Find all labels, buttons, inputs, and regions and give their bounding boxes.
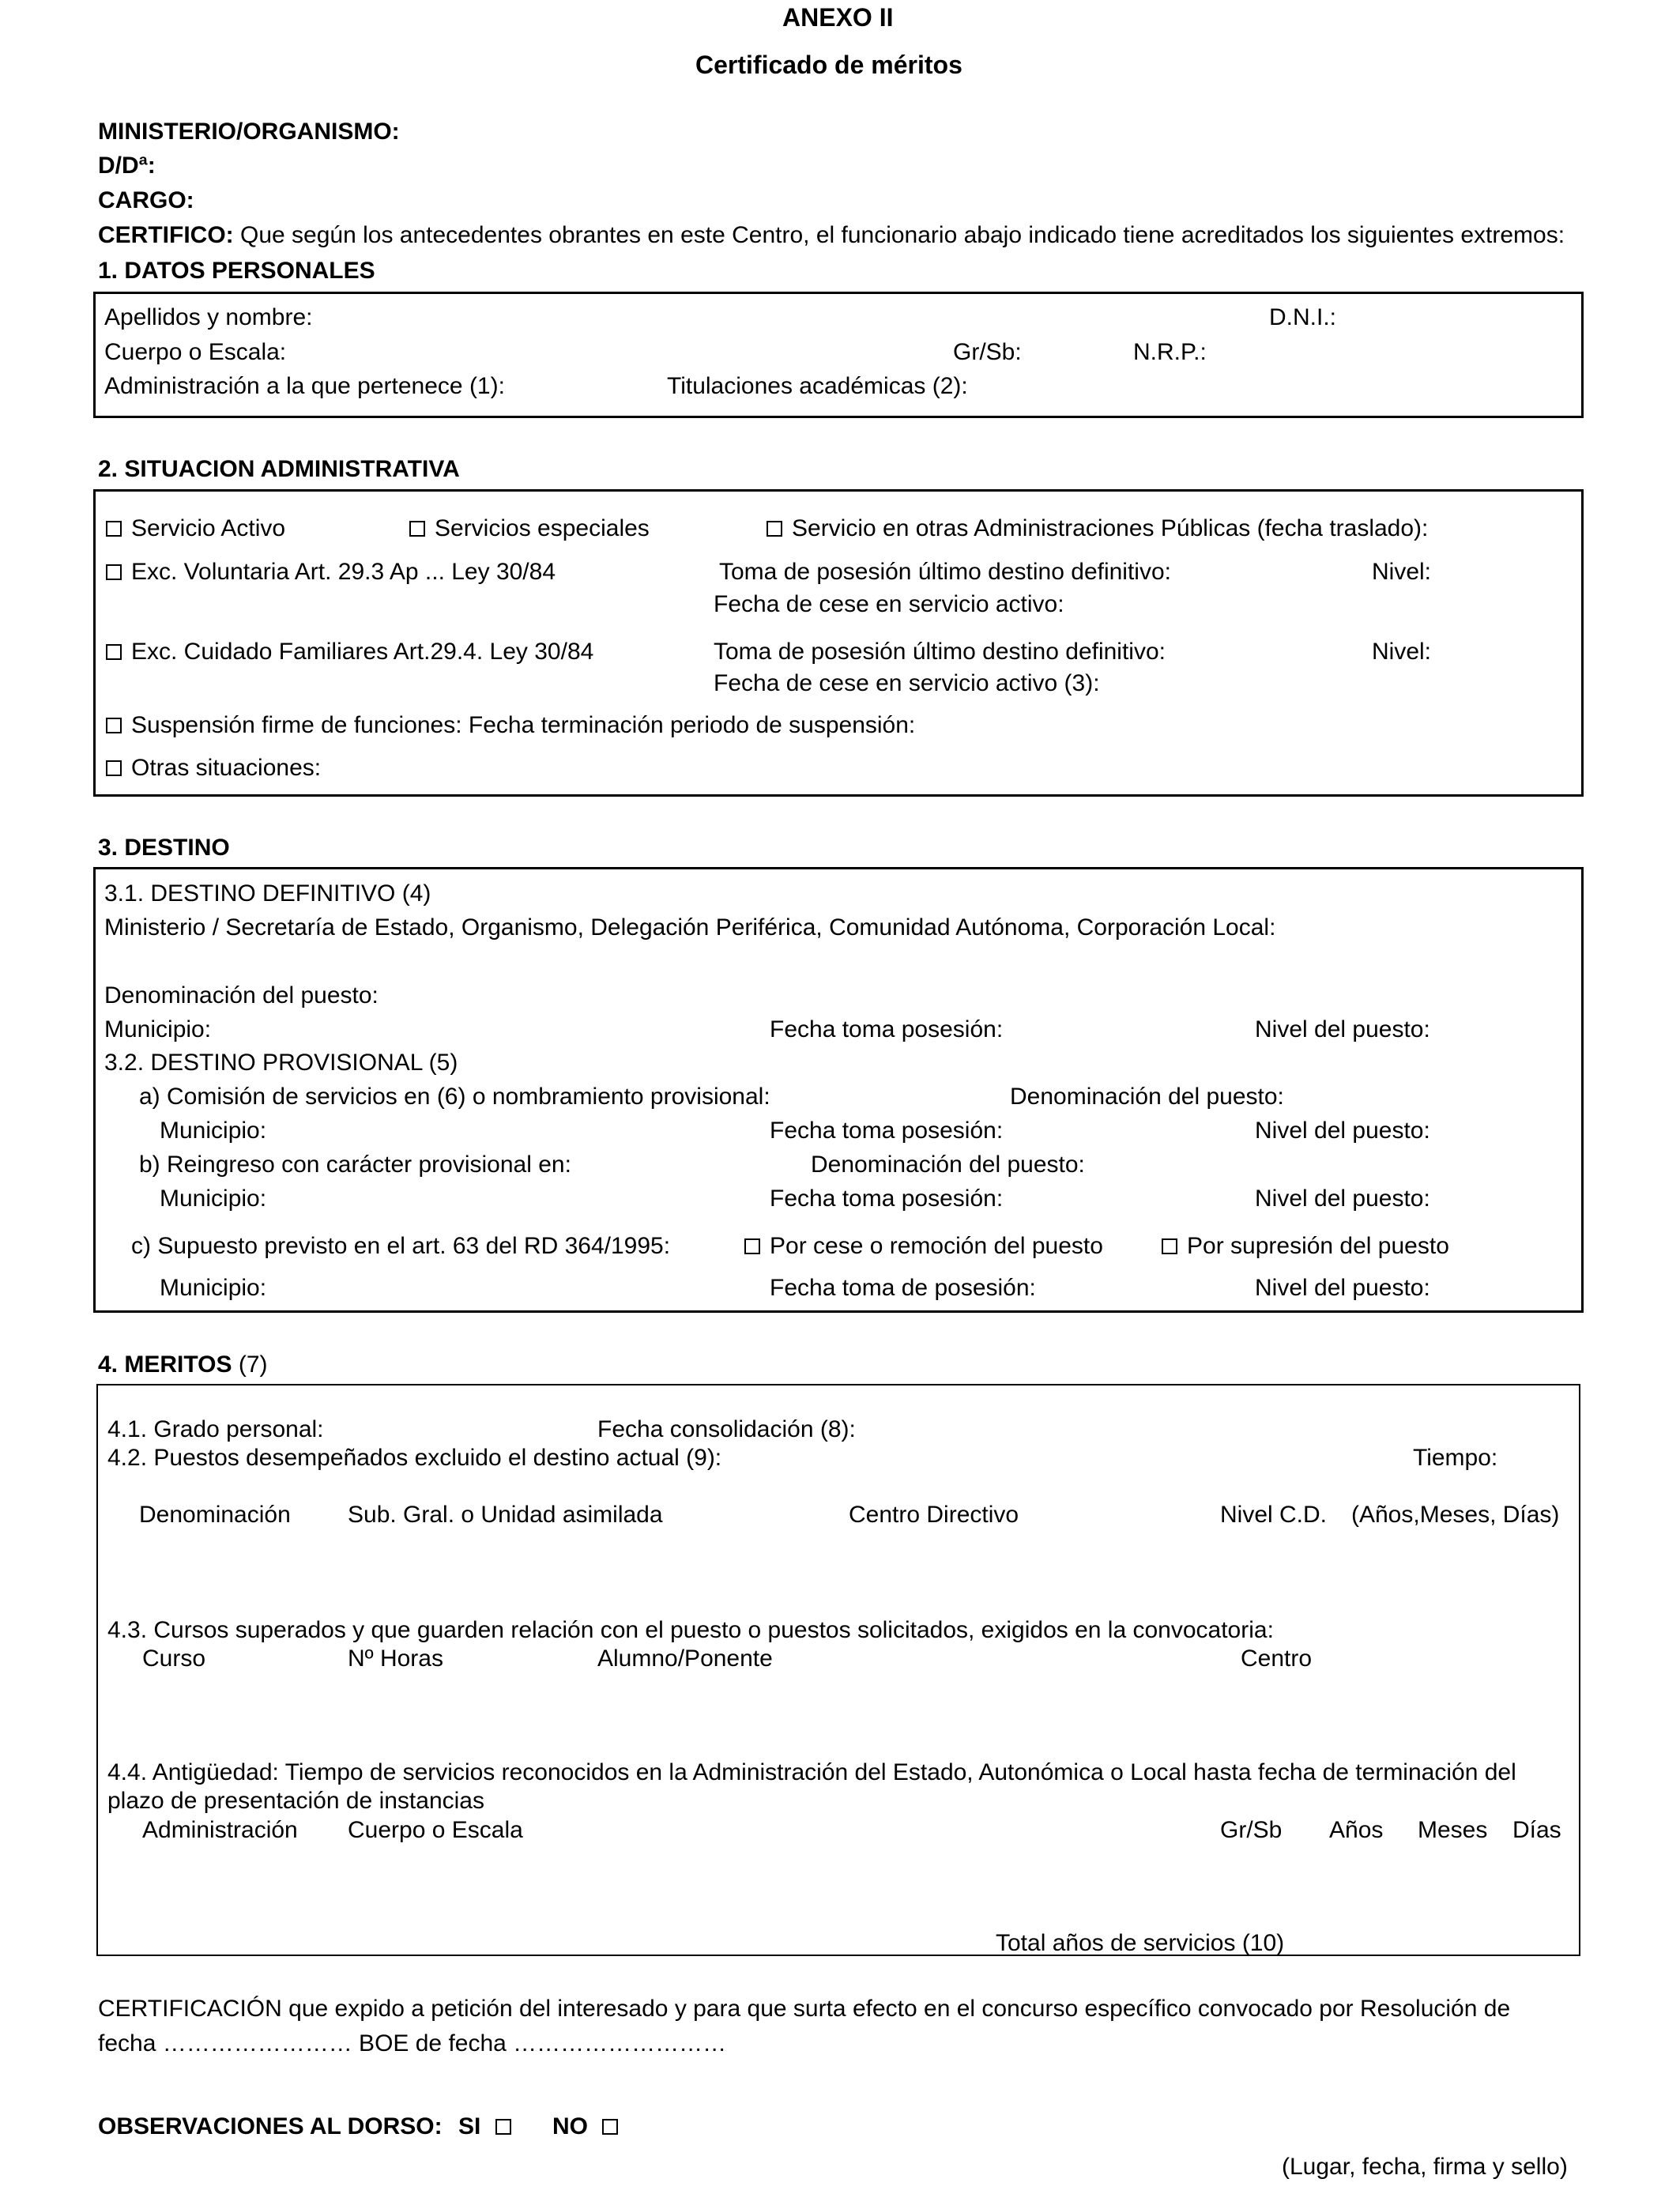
total-anos-servicios: Total años de servicios (10)	[996, 1930, 1285, 1956]
comision-label: a) Comisión de servicios en (6) o nombramiento provisional:	[139, 1084, 770, 1110]
dda-label: D/Dª:	[98, 153, 156, 179]
antiguedad-line1: 4.4. Antigüedad: Tiempo de servicios reconocidos en la Administración del Estado, Autonómica o Local hasta fecha de terminación del	[107, 1759, 1516, 1785]
col-anos: Años	[1329, 1817, 1384, 1843]
fecha-consolidacion-label: Fecha consolidación (8):	[597, 1416, 856, 1442]
checkbox-icon[interactable]	[106, 564, 122, 580]
col-curso: Curso	[142, 1646, 206, 1672]
nivel-puesto-label: Nivel del puesto:	[1255, 1016, 1430, 1042]
col-denominacion: Denominación	[139, 1502, 291, 1528]
municipio-label-b: Municipio:	[160, 1186, 267, 1212]
firma-label: (Lugar, fecha, firma y sello)	[1282, 2154, 1568, 2180]
certifico-text: Que según los antecedentes obrantes en este Centro, el funcionario abajo indicado tiene acreditados los siguientes extremos:	[240, 222, 1565, 248]
reingreso-denominacion-label: Denominación del puesto:	[811, 1152, 1085, 1178]
fecha-cese-label-1: Fecha de cese en servicio activo:	[714, 591, 1064, 617]
por-cese-label: Por cese o remoción del puesto	[770, 1233, 1103, 1259]
no-checkbox[interactable]	[602, 2119, 618, 2135]
toma-posesion-label-2: Toma de posesión último destino definitivo:	[714, 639, 1166, 665]
checkbox-icon[interactable]	[1162, 1238, 1177, 1254]
denominacion-puesto-label: Denominación del puesto:	[104, 982, 379, 1008]
servicio-otras-label: Servicio en otras Administraciones Públicas (fecha traslado):	[792, 515, 1429, 541]
cursos-label: 4.3. Cursos superados y que guarden relación con el puesto o puestos solicitados, exigidos en la convocatoria:	[107, 1617, 1274, 1643]
section4-heading-bold: 4. MERITOS	[98, 1351, 232, 1378]
fecha-toma-label-a: Fecha toma posesión:	[770, 1118, 1004, 1144]
antiguedad-line2: plazo de presentación de instancias	[107, 1788, 484, 1814]
checkbox-icon[interactable]	[744, 1238, 760, 1254]
cargo-label: CARGO:	[98, 187, 194, 213]
section1-heading: 1. DATOS PERSONALES	[98, 258, 375, 284]
otras-situaciones-label: Otras situaciones:	[131, 755, 322, 781]
toma-posesion-label-1: Toma de posesión último destino definitivo:	[719, 559, 1171, 585]
municipio-label: Municipio:	[104, 1016, 212, 1042]
exc-cuidado-label: Exc. Cuidado Familiares Art.29.4. Ley 30/84	[131, 639, 594, 665]
otras-situaciones-option[interactable]	[106, 756, 321, 780]
nrp-label: N.R.P.:	[1133, 339, 1207, 365]
tiempo-label: Tiempo:	[1413, 1445, 1498, 1471]
exc-voluntaria-option[interactable]	[106, 560, 556, 584]
comision-denominacion-label: Denominación del puesto:	[1010, 1084, 1284, 1110]
col-dias: Días	[1512, 1817, 1561, 1843]
supuesto-label: c) Supuesto previsto en el art. 63 del RD 364/1995:	[131, 1233, 671, 1259]
si-checkbox[interactable]	[495, 2119, 511, 2135]
servicio-otras-option[interactable]	[767, 517, 1428, 541]
section4-heading-note: (7)	[238, 1351, 268, 1378]
document-subtitle: Certificado de méritos	[695, 51, 962, 79]
col-horas: Nº Horas	[348, 1646, 443, 1672]
certifico-line	[98, 224, 1565, 247]
servicio-activo-label: Servicio Activo	[131, 515, 286, 541]
nivel-label-1: Nivel:	[1372, 559, 1432, 585]
servicios-especiales-option[interactable]	[409, 517, 650, 541]
col-administracion: Administración	[142, 1817, 298, 1843]
fecha-cese-label-2: Fecha de cese en servicio activo (3):	[714, 670, 1100, 696]
col-grsb: Gr/Sb	[1220, 1817, 1283, 1843]
grado-personal-label: 4.1. Grado personal:	[107, 1416, 324, 1442]
servicios-especiales-label: Servicios especiales	[435, 515, 650, 541]
suspension-option[interactable]	[106, 714, 915, 737]
observaciones-line	[98, 2115, 618, 2139]
apellidos-label: Apellidos y nombre:	[104, 304, 313, 330]
col-centro-directivo: Centro Directivo	[849, 1502, 1019, 1528]
por-supresion-label: Por supresión del puesto	[1187, 1233, 1449, 1259]
por-supresion-option[interactable]	[1162, 1235, 1449, 1258]
administracion-label: Administración a la que pertenece (1):	[104, 373, 505, 399]
section4-heading	[98, 1353, 268, 1377]
nivel-label-2: Nivel:	[1372, 639, 1432, 665]
col-anos-meses-dias: (Años,Meses, Días)	[1351, 1502, 1560, 1528]
nivel-puesto-label-a: Nivel del puesto:	[1255, 1118, 1430, 1144]
checkbox-icon[interactable]	[409, 521, 425, 537]
por-cese-option[interactable]	[744, 1235, 1103, 1258]
destino-provisional-title: 3.2. DESTINO PROVISIONAL (5)	[104, 1050, 458, 1076]
exc-voluntaria-label: Exc. Voluntaria Art. 29.3 Ap ... Ley 30/84	[131, 559, 556, 585]
municipio-label-c: Municipio:	[160, 1275, 267, 1301]
exc-cuidado-option[interactable]	[106, 640, 593, 664]
checkbox-icon[interactable]	[767, 521, 782, 537]
cuerpo-label: Cuerpo o Escala:	[104, 339, 287, 365]
certificacion-line2: fecha …………………… BOE de fecha ………………………	[98, 2030, 727, 2056]
reingreso-label: b) Reingreso con carácter provisional en:	[139, 1152, 571, 1178]
municipio-label-a: Municipio:	[160, 1118, 267, 1144]
ministerio-label: MINISTERIO/ORGANISMO:	[98, 119, 400, 145]
col-alumno-ponente: Alumno/Ponente	[597, 1646, 773, 1672]
puestos-desempenados-label: 4.2. Puestos desempeñados excluido el destino actual (9):	[107, 1445, 722, 1471]
col-centro: Centro	[1241, 1646, 1313, 1672]
nivel-puesto-label-c: Nivel del puesto:	[1255, 1275, 1430, 1301]
grsb-label: Gr/Sb:	[953, 339, 1022, 365]
checkbox-icon[interactable]	[106, 521, 122, 537]
certifico-label: CERTIFICO:	[98, 222, 234, 248]
nivel-puesto-label-b: Nivel del puesto:	[1255, 1186, 1430, 1212]
col-cuerpo-escala: Cuerpo o Escala	[348, 1817, 523, 1843]
col-nivel-cd: Nivel C.D.	[1220, 1502, 1328, 1528]
section2-heading: 2. SITUACION ADMINISTRATIVA	[98, 456, 460, 482]
checkbox-icon[interactable]	[106, 760, 122, 776]
no-label: NO	[552, 2113, 589, 2139]
destino-definitivo-title: 3.1. DESTINO DEFINITIVO (4)	[104, 880, 431, 907]
fecha-toma-de-label-c: Fecha toma de posesión:	[770, 1275, 1036, 1301]
certificacion-line1: CERTIFICACIÓN que expido a petición del interesado y para que surta efecto en el concurso específico convocado por Resolución de	[98, 1996, 1511, 2022]
servicio-activo-option[interactable]	[106, 517, 285, 541]
destino-definitivo-organismo: Ministerio / Secretaría de Estado, Organismo, Delegación Periférica, Comunidad Autónoma, Corporación Local:	[104, 914, 1276, 941]
datos-personales-box	[93, 292, 1584, 418]
annex-title: ANEXO II	[782, 3, 894, 32]
si-label: SI	[458, 2113, 481, 2139]
observaciones-label: OBSERVACIONES AL DORSO:	[98, 2113, 443, 2139]
section3-heading: 3. DESTINO	[98, 835, 230, 861]
checkbox-icon[interactable]	[106, 718, 122, 733]
col-meses: Meses	[1418, 1817, 1488, 1843]
col-subgral: Sub. Gral. o Unidad asimilada	[348, 1502, 663, 1528]
checkbox-icon[interactable]	[106, 644, 122, 660]
fecha-toma-label: Fecha toma posesión:	[770, 1016, 1004, 1042]
fecha-toma-label-b: Fecha toma posesión:	[770, 1186, 1004, 1212]
dni-label: D.N.I.:	[1269, 304, 1337, 330]
suspension-label: Suspensión firme de funciones: Fecha terminación periodo de suspensión:	[131, 712, 916, 738]
titulaciones-label: Titulaciones académicas (2):	[667, 373, 968, 399]
